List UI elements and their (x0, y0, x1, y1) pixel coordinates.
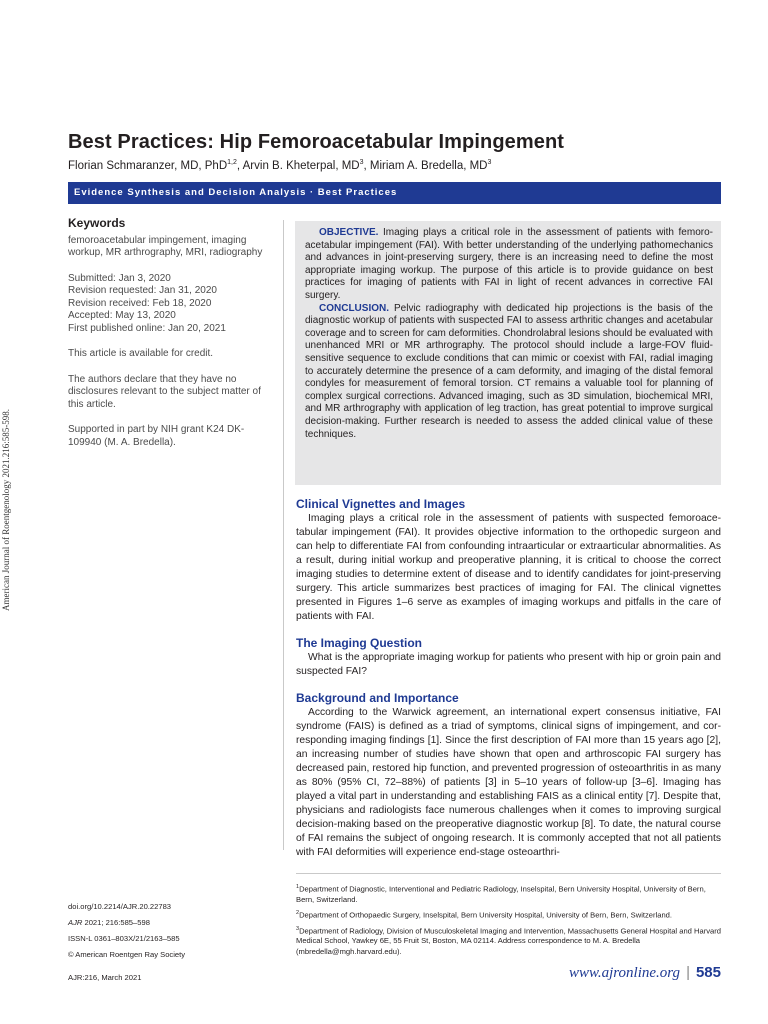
section-heading: The Imaging Question (296, 636, 423, 650)
affiliations-block (296, 882, 721, 960)
date-accepted: Accepted: May 13, 2020 (68, 310, 176, 321)
author-name: Miriam A. Bredella, MD (369, 159, 488, 172)
affiliation-item (296, 908, 721, 921)
objective-text: Imaging plays a critical role in the assessment of patients with femoroacetabular impingement (FAI). With better understanding of the underlying pathomechanics and advances in joint-preserving surgery, there is an increasing need to define the most appropriate imaging workup. The purpose of this article is to provide guidance on best practices for imaging of patients with FAI in light of recent advances in corrective FAI surgery. (305, 227, 713, 301)
citation-details: 2021; 216:585–598 (82, 918, 150, 927)
support-note: Supported in part by NIH grant K24 DK-109940 (M. A. Bredella). (68, 424, 245, 448)
affiliation-sup: 3 (296, 925, 300, 932)
section-paragraph: According to the Warwick agreement, an international expert consensus initiative, FAI syndrome (FAIS) is defined as a triad of symptoms, clinical signs of impingement, and corresponding imaging findings [1]. Since the first description of FAI more than 15 years ago [2], an increasing number of studies have shown that open and arthroscopic FAI surgery has decreased pain, restored hip function, and prevented progression of osteoarthritis in as many as 80% (95% CI, 72–88%) of patients [3] in 5–10 years of follow-up [3–6]. Imaging has played a vital part in understanding and establishing FAIS as a clinical entity [7]. Despite that, physicians and radiologists face numerous challenges when it comes to improving surgical decision-making based on the preoperative diagnostic workup [8]. To date, the natural course of FAI remains the subject of ongoing research. It is commonly accepted that not all patients with FAI deformities will experience end-stage osteoarthri- (296, 707, 721, 858)
affiliation-text: Department of Radiology, Division of Musculoskeletal Imaging and Intervention, Massachusetts General Hospital and Harvard Medical School, Yawkey 6E, 55 Fruit St, Boston, MA 02114. Address correspondence to M. A. Bredella (mbredella@mgh.harvard.edu). (296, 926, 722, 956)
section-heading: Clinical Vignettes and Images (296, 497, 466, 511)
sidebar-column (68, 217, 273, 462)
footnote-divider (296, 873, 721, 874)
copyright-line: © American Roentgen Ray Society (68, 950, 186, 959)
footer-issue: AJR:216, March 2021 (68, 973, 142, 982)
affiliation-item (296, 882, 721, 905)
author-separator: , (363, 159, 370, 172)
abstract-box (295, 221, 721, 485)
author-affil-sup: 3 (359, 159, 364, 166)
issn-line: ISSN-L 0361–803X/21/2163–585 (68, 934, 180, 943)
section-heading: Background and Importance (296, 691, 459, 705)
section-paragraph: What is the appropriate imaging workup for patients who present with hip or groin pain and suspected FAI? (296, 652, 721, 677)
section-category-bar: Evidence Synthesis and Decision Analysis · Best Practices (68, 182, 721, 204)
author-affil-sup: 1,2 (227, 159, 237, 166)
article-title: Best Practices: Hip Femoroacetabular Impingement (68, 131, 565, 153)
author-name: Florian Schmaranzer, MD, PhD (68, 159, 228, 172)
affiliation-text: Department of Diagnostic, Interventional and Pediatric Radiology, Inselspital, Bern University Hospital, University of Bern, Bern, Switzerland. (296, 884, 706, 904)
article-meta (68, 899, 283, 963)
section-paragraph: Imaging plays a critical role in the assessment of patients with suspected femoroacetabular impingement (FAI). It provides objective information to the orthopedic surgeon and can help to differentiate FAI from confounding intraarticular or extraarticular abnormalities. As a result, during initial workup and preoperative planning, it is critical to choose the correct imaging studies to determine extent of disease and to identify candidates for joint-preserving surgery. This article summarizes best practices of imaging for FAI. The clinical vignettes presented in Figures 1–6 serve as examples of imaging workups and pitfalls in the care of patients with FAI. (296, 513, 721, 622)
objective-label: OBJECTIVE. (319, 227, 379, 238)
author-separator: , (236, 159, 243, 172)
affiliation-sup: 1 (296, 884, 300, 890)
date-submitted: Submitted: Jan 3, 2020 (68, 272, 171, 284)
citation-journal: AJR (68, 918, 83, 927)
citation-line (68, 915, 283, 931)
keywords-text: femoroacetabular impingement, imaging workup, MR arthrography, MRI, radiography (68, 234, 263, 258)
affiliation-text: Department of Orthopaedic Surgery, Inselspital, Bern University Hospital, University of Bern, Bern, Switzerland. (299, 910, 673, 920)
footer-right (569, 964, 721, 982)
date-revision-received: Revision received: Feb 18, 2020 (68, 297, 212, 309)
conclusion-text: Pelvic radiography with dedicated hip projections is the basis of the diagnostic workup of patients with suspected FAI to assess arthritic changes and acetabular coverage and to screen for cam deformities. Chondrolabral lesions should be evaluated with unenhanced MRI or MR arthrography. The protocol should include a large-FOV fluid-sensitive sequence to exclude conditions that can mimic or coexist with FAI, radial imaging to accurately determine the presence of a cam deformity, and imaging of the distal femoral condyles for measurement of femoral torsion. CT remains a valuable tool for planning of complex surgical corrections. Advanced imaging, such as 3D simulation, biochemical MRI, and MR arthrography with application of leg traction, has great potential to improve surgical decision-making. Further research is needed to assess the added clinical value of these techniques. (305, 302, 713, 440)
main-body (296, 497, 721, 860)
author-affil-sup: 3 (487, 159, 492, 166)
footer-separator: | (686, 964, 690, 981)
keywords-heading: Keywords (68, 216, 126, 230)
journal-url-link[interactable]: www.ajronline.org (568, 965, 681, 981)
abstract-objective (305, 227, 713, 303)
side-citation-text: American Journal of Roentgenology 2021.216:585-598. (1, 409, 11, 611)
doi-link[interactable]: doi.org/10.2214/AJR.20.22783 (68, 902, 172, 911)
date-revision-requested: Revision requested: Jan 31, 2020 (68, 285, 217, 296)
credit-note: This article is available for credit. (68, 348, 214, 359)
abstract-conclusion (305, 303, 713, 442)
affiliation-item (296, 924, 721, 957)
dates-block (68, 273, 273, 336)
author-list (68, 159, 491, 172)
affiliation-sup: 2 (296, 909, 300, 916)
date-published: First published online: Jan 20, 2021 (68, 322, 226, 334)
conclusion-label: CONCLUSION. (319, 302, 389, 314)
page-number: 585 (695, 964, 721, 981)
author-name: Arvin B. Kheterpal, MD (242, 159, 360, 172)
disclosure-note: The authors declare that they have no disclosures relevant to the subject matter of this article. (68, 373, 261, 410)
column-divider (283, 220, 284, 850)
